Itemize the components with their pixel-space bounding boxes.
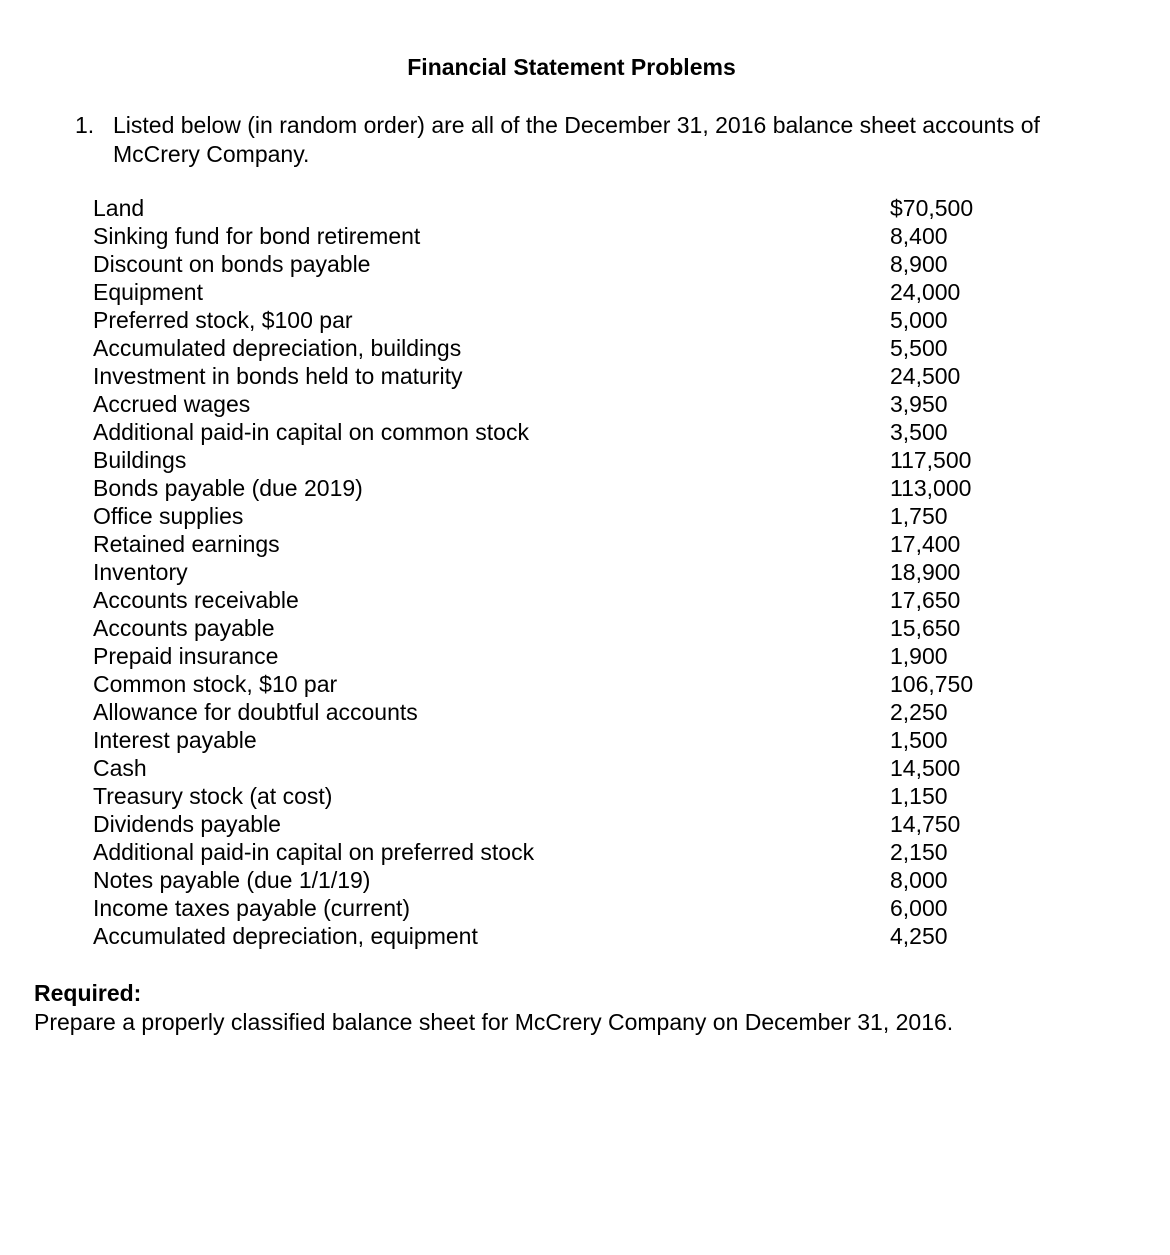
account-row	[93, 642, 993, 670]
account-row	[93, 810, 993, 838]
account-name: Land	[93, 195, 145, 221]
account-amount: 17,650	[890, 587, 961, 613]
account-amount: 4,250	[890, 923, 948, 949]
account-name: Common stock, $10 par	[93, 671, 338, 697]
account-name: Office supplies	[93, 503, 244, 529]
account-name: Income taxes payable (current)	[93, 895, 411, 921]
account-name: Accounts payable	[93, 615, 275, 641]
account-name: Sinking fund for bond retirement	[93, 223, 421, 249]
account-row	[93, 698, 993, 726]
account-amount: 14,750	[890, 811, 961, 837]
account-row	[93, 334, 993, 362]
account-row	[93, 866, 993, 894]
account-name: Preferred stock, $100 par	[93, 307, 353, 333]
account-name: Bonds payable (due 2019)	[93, 475, 363, 501]
account-row	[93, 614, 993, 642]
account-amount: 113,000	[890, 475, 972, 501]
account-name: Additional paid-in capital on common stock	[93, 419, 529, 445]
account-name: Prepaid insurance	[93, 643, 279, 669]
account-row	[93, 474, 993, 502]
account-row	[93, 194, 993, 222]
account-row	[93, 894, 993, 922]
account-row	[93, 838, 993, 866]
account-amount: 1,500	[890, 727, 948, 753]
account-amount: 8,000	[890, 867, 948, 893]
account-name: Inventory	[93, 559, 188, 585]
account-name: Notes payable (due 1/1/19)	[93, 867, 371, 893]
account-name: Buildings	[93, 447, 187, 473]
account-amount: 5,000	[890, 307, 948, 333]
account-name: Accumulated depreciation, buildings	[93, 335, 462, 361]
account-name: Treasury stock (at cost)	[93, 783, 333, 809]
account-row	[93, 754, 993, 782]
account-amount: 1,750	[890, 503, 948, 529]
account-row	[93, 222, 993, 250]
account-row	[93, 418, 993, 446]
account-name: Interest payable	[93, 727, 257, 753]
account-name: Accumulated depreciation, equipment	[93, 923, 478, 949]
account-row	[93, 586, 993, 614]
account-amount: 8,400	[890, 223, 948, 249]
account-name: Investment in bonds held to maturity	[93, 363, 463, 389]
account-name: Accrued wages	[93, 391, 251, 417]
account-name: Cash	[93, 755, 147, 781]
account-amount: 24,500	[890, 363, 961, 389]
account-name: Retained earnings	[93, 531, 280, 557]
account-row	[93, 922, 993, 950]
account-row	[93, 446, 993, 474]
accounts-list	[93, 194, 993, 950]
problem-number: 1.	[75, 112, 95, 138]
account-row	[93, 726, 993, 754]
account-row	[93, 530, 993, 558]
account-amount: 5,500	[890, 335, 948, 361]
account-amount: 24,000	[890, 279, 961, 305]
problem-statement: Listed below (in random order) are all of the December 31, 2016 balance sheet accounts of McCrery Company.	[113, 112, 1040, 167]
account-name: Dividends payable	[93, 811, 281, 837]
account-row	[93, 390, 993, 418]
account-amount: $70,500	[890, 195, 974, 221]
account-row	[93, 278, 993, 306]
account-amount: 3,950	[890, 391, 948, 417]
account-row	[93, 670, 993, 698]
account-name: Equipment	[93, 279, 203, 305]
account-amount: 1,150	[890, 783, 948, 809]
account-row	[93, 558, 993, 586]
required-text: Prepare a properly classified balance sheet for McCrery Company on December 31, 2016.	[34, 1009, 954, 1035]
account-amount: 1,900	[890, 643, 948, 669]
account-row	[93, 250, 993, 278]
account-amount: 3,500	[890, 419, 948, 445]
account-row	[93, 502, 993, 530]
account-name: Accounts receivable	[93, 587, 299, 613]
account-amount: 14,500	[890, 755, 961, 781]
account-amount: 8,900	[890, 251, 948, 277]
account-name: Allowance for doubtful accounts	[93, 699, 418, 725]
account-amount: 15,650	[890, 615, 961, 641]
account-row	[93, 782, 993, 810]
account-amount: 18,900	[890, 559, 961, 585]
account-amount: 2,250	[890, 699, 948, 725]
account-amount: 6,000	[890, 895, 948, 921]
account-amount: 117,500	[890, 447, 972, 473]
account-row	[93, 362, 993, 390]
account-amount: 106,750	[890, 671, 974, 697]
page-title: Financial Statement Problems	[407, 54, 736, 80]
account-name: Additional paid-in capital on preferred stock	[93, 839, 535, 865]
account-amount: 17,400	[890, 531, 961, 557]
account-row	[93, 306, 993, 334]
account-amount: 2,150	[890, 839, 948, 865]
account-name: Discount on bonds payable	[93, 251, 371, 277]
required-heading: Required:	[34, 980, 142, 1006]
